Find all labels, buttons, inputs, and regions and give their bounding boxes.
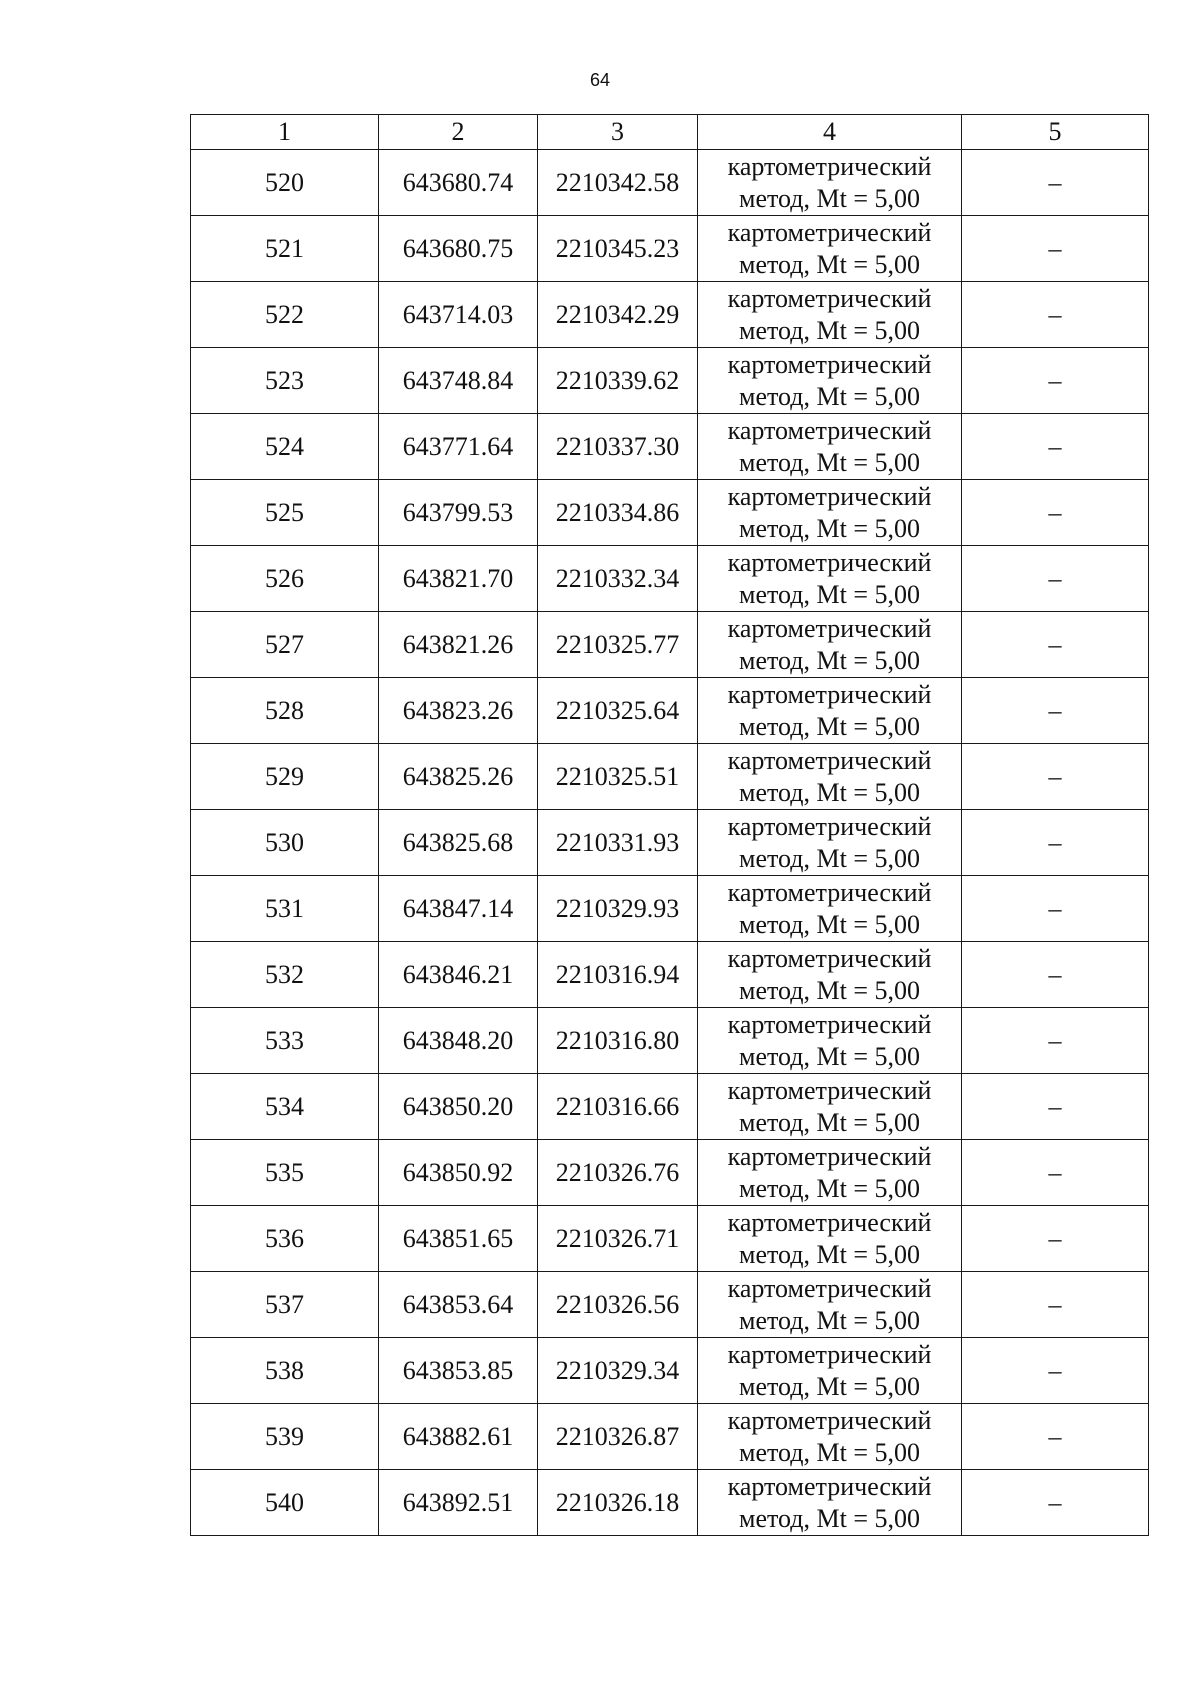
method-cell xyxy=(698,1272,962,1338)
method-cell xyxy=(698,1404,962,1470)
method-line-1: картометрический xyxy=(727,1141,932,1171)
x-coordinate-cell: 643825.68 xyxy=(379,810,538,876)
x-coordinate-cell: 643892.51 xyxy=(379,1470,538,1536)
y-coordinate-cell: 2210326.87 xyxy=(538,1404,698,1470)
method-cell xyxy=(698,1140,962,1206)
point-number-cell: 537 xyxy=(191,1272,379,1338)
y-coordinate-cell: 2210342.58 xyxy=(538,150,698,216)
x-coordinate-cell: 643821.26 xyxy=(379,612,538,678)
point-number-cell: 526 xyxy=(191,546,379,612)
header-cell-2: 2 xyxy=(379,115,538,150)
note-cell: – xyxy=(962,216,1149,282)
method-cell xyxy=(698,216,962,282)
table-row xyxy=(191,1206,1149,1272)
method-cell xyxy=(698,1470,962,1536)
note-cell: – xyxy=(962,1470,1149,1536)
method-line-1: картометрический xyxy=(727,1273,932,1303)
table-row xyxy=(191,216,1149,282)
point-number-cell: 534 xyxy=(191,1074,379,1140)
point-number-cell: 523 xyxy=(191,348,379,414)
method-line-2: метод, Mt = 5,00 xyxy=(739,1239,920,1269)
method-line-1: картометрический xyxy=(727,1405,932,1435)
page-number: 64 xyxy=(589,70,611,90)
table-row xyxy=(191,1074,1149,1140)
note-cell: – xyxy=(962,414,1149,480)
x-coordinate-cell: 643847.14 xyxy=(379,876,538,942)
method-line-1: картометрический xyxy=(727,613,932,643)
note-cell: – xyxy=(962,876,1149,942)
x-coordinate-cell: 643748.84 xyxy=(379,348,538,414)
point-number-cell: 539 xyxy=(191,1404,379,1470)
table-row xyxy=(191,612,1149,678)
method-line-1: картометрический xyxy=(727,745,932,775)
note-cell: – xyxy=(962,282,1149,348)
method-cell xyxy=(698,348,962,414)
note-cell: – xyxy=(962,1272,1149,1338)
method-line-2: метод, Mt = 5,00 xyxy=(739,1371,920,1401)
note-cell: – xyxy=(962,1074,1149,1140)
method-line-1: картометрический xyxy=(727,811,932,841)
x-coordinate-cell: 643799.53 xyxy=(379,480,538,546)
method-line-2: метод, Mt = 5,00 xyxy=(739,843,920,873)
header-cell-5: 5 xyxy=(962,115,1149,150)
x-coordinate-cell: 643771.64 xyxy=(379,414,538,480)
method-cell xyxy=(698,876,962,942)
method-line-1: картометрический xyxy=(727,415,932,445)
point-number-cell: 535 xyxy=(191,1140,379,1206)
method-line-1: картометрический xyxy=(727,943,932,973)
table-row xyxy=(191,1140,1149,1206)
header-cell-4: 4 xyxy=(698,115,962,150)
table-row xyxy=(191,876,1149,942)
x-coordinate-cell: 643853.64 xyxy=(379,1272,538,1338)
method-line-2: метод, Mt = 5,00 xyxy=(739,1107,920,1137)
y-coordinate-cell: 2210316.80 xyxy=(538,1008,698,1074)
method-cell xyxy=(698,1074,962,1140)
table-row xyxy=(191,678,1149,744)
method-line-1: картометрический xyxy=(727,1075,932,1105)
table-row xyxy=(191,1404,1149,1470)
table-row xyxy=(191,810,1149,876)
method-cell xyxy=(698,810,962,876)
method-line-2: метод, Mt = 5,00 xyxy=(739,645,920,675)
x-coordinate-cell: 643846.21 xyxy=(379,942,538,1008)
y-coordinate-cell: 2210331.93 xyxy=(538,810,698,876)
method-line-2: метод, Mt = 5,00 xyxy=(739,579,920,609)
method-line-2: метод, Mt = 5,00 xyxy=(739,381,920,411)
y-coordinate-cell: 2210316.66 xyxy=(538,1074,698,1140)
point-number-cell: 540 xyxy=(191,1470,379,1536)
header-cell-1: 1 xyxy=(191,115,379,150)
method-cell xyxy=(698,150,962,216)
method-line-1: картометрический xyxy=(727,481,932,511)
method-cell xyxy=(698,942,962,1008)
method-line-2: метод, Mt = 5,00 xyxy=(739,1305,920,1335)
method-line-2: метод, Mt = 5,00 xyxy=(739,249,920,279)
method-line-2: метод, Mt = 5,00 xyxy=(739,909,920,939)
note-cell: – xyxy=(962,744,1149,810)
header-cell-3: 3 xyxy=(538,115,698,150)
table-row xyxy=(191,1470,1149,1536)
y-coordinate-cell: 2210325.64 xyxy=(538,678,698,744)
x-coordinate-cell: 643825.26 xyxy=(379,744,538,810)
note-cell: – xyxy=(962,480,1149,546)
x-coordinate-cell: 643680.74 xyxy=(379,150,538,216)
y-coordinate-cell: 2210329.93 xyxy=(538,876,698,942)
method-line-2: метод, Mt = 5,00 xyxy=(739,1503,920,1533)
note-cell: – xyxy=(962,942,1149,1008)
method-line-1: картометрический xyxy=(727,217,932,247)
note-cell: – xyxy=(962,1404,1149,1470)
point-number-cell: 522 xyxy=(191,282,379,348)
table-row xyxy=(191,150,1149,216)
note-cell: – xyxy=(962,1008,1149,1074)
point-number-cell: 529 xyxy=(191,744,379,810)
method-line-2: метод, Mt = 5,00 xyxy=(739,513,920,543)
table-row xyxy=(191,414,1149,480)
method-line-2: метод, Mt = 5,00 xyxy=(739,1041,920,1071)
method-line-2: метод, Mt = 5,00 xyxy=(739,315,920,345)
point-number-cell: 536 xyxy=(191,1206,379,1272)
method-line-1: картометрический xyxy=(727,151,932,181)
method-line-1: картометрический xyxy=(727,1471,932,1501)
point-number-cell: 533 xyxy=(191,1008,379,1074)
table-row xyxy=(191,744,1149,810)
method-cell xyxy=(698,480,962,546)
method-line-1: картометрический xyxy=(727,1009,932,1039)
method-cell xyxy=(698,744,962,810)
note-cell: – xyxy=(962,1338,1149,1404)
y-coordinate-cell: 2210339.62 xyxy=(538,348,698,414)
y-coordinate-cell: 2210332.34 xyxy=(538,546,698,612)
y-coordinate-cell: 2210326.56 xyxy=(538,1272,698,1338)
point-number-cell: 538 xyxy=(191,1338,379,1404)
method-line-1: картометрический xyxy=(727,547,932,577)
x-coordinate-cell: 643850.20 xyxy=(379,1074,538,1140)
note-cell: – xyxy=(962,678,1149,744)
method-cell xyxy=(698,1206,962,1272)
method-line-2: метод, Mt = 5,00 xyxy=(739,183,920,213)
point-number-cell: 530 xyxy=(191,810,379,876)
y-coordinate-cell: 2210316.94 xyxy=(538,942,698,1008)
method-line-2: метод, Mt = 5,00 xyxy=(739,777,920,807)
method-line-1: картометрический xyxy=(727,679,932,709)
method-line-1: картометрический xyxy=(727,877,932,907)
method-cell xyxy=(698,1008,962,1074)
note-cell: – xyxy=(962,1140,1149,1206)
method-cell xyxy=(698,546,962,612)
y-coordinate-cell: 2210325.51 xyxy=(538,744,698,810)
table-row xyxy=(191,1338,1149,1404)
x-coordinate-cell: 643851.65 xyxy=(379,1206,538,1272)
table-row xyxy=(191,348,1149,414)
y-coordinate-cell: 2210326.71 xyxy=(538,1206,698,1272)
y-coordinate-cell: 2210326.76 xyxy=(538,1140,698,1206)
point-number-cell: 527 xyxy=(191,612,379,678)
table-row xyxy=(191,1008,1149,1074)
point-number-cell: 531 xyxy=(191,876,379,942)
y-coordinate-cell: 2210329.34 xyxy=(538,1338,698,1404)
note-cell: – xyxy=(962,810,1149,876)
table-row xyxy=(191,1272,1149,1338)
table-row xyxy=(191,480,1149,546)
x-coordinate-cell: 643714.03 xyxy=(379,282,538,348)
y-coordinate-cell: 2210326.18 xyxy=(538,1470,698,1536)
point-number-cell: 525 xyxy=(191,480,379,546)
note-cell: – xyxy=(962,150,1149,216)
method-cell xyxy=(698,678,962,744)
y-coordinate-cell: 2210325.77 xyxy=(538,612,698,678)
point-number-cell: 532 xyxy=(191,942,379,1008)
method-line-1: картометрический xyxy=(727,1207,932,1237)
x-coordinate-cell: 643680.75 xyxy=(379,216,538,282)
point-number-cell: 520 xyxy=(191,150,379,216)
x-coordinate-cell: 643848.20 xyxy=(379,1008,538,1074)
x-coordinate-cell: 643882.61 xyxy=(379,1404,538,1470)
method-cell xyxy=(698,282,962,348)
note-cell: – xyxy=(962,348,1149,414)
x-coordinate-cell: 643821.70 xyxy=(379,546,538,612)
method-line-2: метод, Mt = 5,00 xyxy=(739,711,920,741)
table-row xyxy=(191,546,1149,612)
method-cell xyxy=(698,612,962,678)
point-number-cell: 521 xyxy=(191,216,379,282)
x-coordinate-cell: 643850.92 xyxy=(379,1140,538,1206)
method-line-1: картометрический xyxy=(727,349,932,379)
note-cell: – xyxy=(962,612,1149,678)
table-row xyxy=(191,942,1149,1008)
y-coordinate-cell: 2210337.30 xyxy=(538,414,698,480)
x-coordinate-cell: 643823.26 xyxy=(379,678,538,744)
point-number-cell: 524 xyxy=(191,414,379,480)
table-body xyxy=(191,150,1149,1536)
y-coordinate-cell: 2210334.86 xyxy=(538,480,698,546)
point-number-cell: 528 xyxy=(191,678,379,744)
header-row xyxy=(191,115,1149,150)
method-line-2: метод, Mt = 5,00 xyxy=(739,1173,920,1203)
coordinates-table xyxy=(190,114,1149,1536)
note-cell: – xyxy=(962,546,1149,612)
method-line-2: метод, Mt = 5,00 xyxy=(739,447,920,477)
method-line-2: метод, Mt = 5,00 xyxy=(739,1437,920,1467)
method-cell xyxy=(698,1338,962,1404)
method-line-1: картометрический xyxy=(727,283,932,313)
y-coordinate-cell: 2210342.29 xyxy=(538,282,698,348)
method-line-1: картометрический xyxy=(727,1339,932,1369)
note-cell: – xyxy=(962,1206,1149,1272)
y-coordinate-cell: 2210345.23 xyxy=(538,216,698,282)
table-header xyxy=(191,115,1149,150)
table-row xyxy=(191,282,1149,348)
method-line-2: метод, Mt = 5,00 xyxy=(739,975,920,1005)
method-cell xyxy=(698,414,962,480)
x-coordinate-cell: 643853.85 xyxy=(379,1338,538,1404)
